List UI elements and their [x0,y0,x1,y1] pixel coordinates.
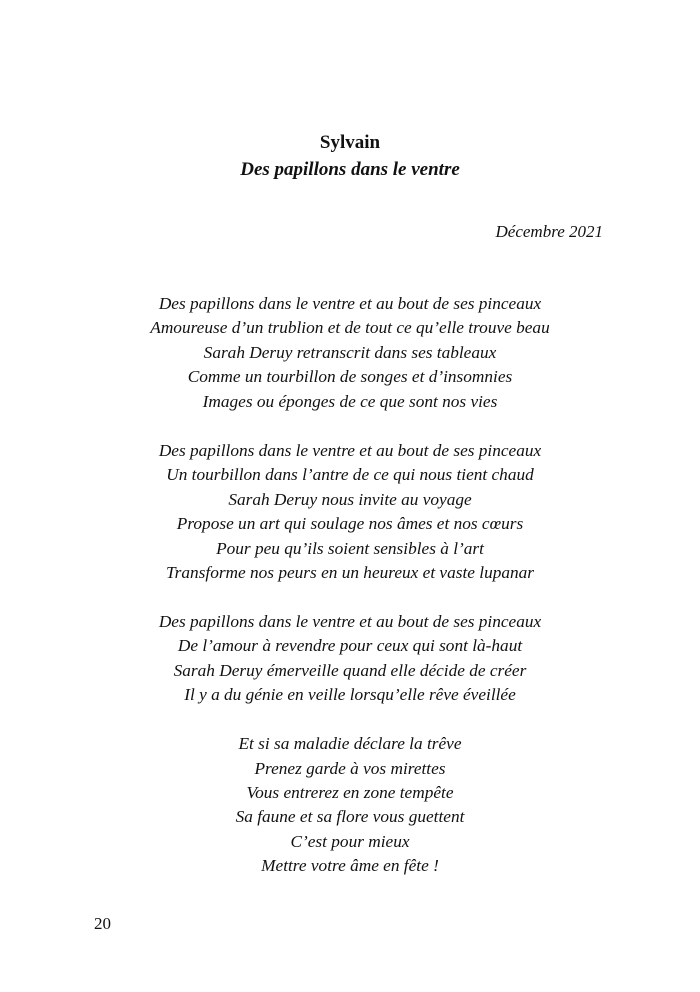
poem-date: Décembre 2021 [495,222,603,241]
poem-line: Amoureuse d’un trublion et de tout ce qu’elle trouve beau [150,318,550,338]
poem-line: Sarah Deruy nous invite au voyage [228,489,472,509]
poem-body [0,292,700,903]
poem-stanza [0,439,700,586]
poem-line: Des papillons dans le ventre et au bout de ses pinceaux [158,294,542,313]
poem-line: Comme un tourbillon de songes et d’insomnies [187,367,513,387]
poem-line: Vous entrerez en zone tempête [246,783,454,803]
poem-line: Pour peu qu’ils soient sensibles à l’art [216,538,484,558]
poem-title: Des papillons dans le ventre [240,159,460,180]
poem-line: Et si sa maladie déclare la trêve [238,734,462,754]
poem-line: Des papillons dans le ventre et au bout de ses pinceaux [158,611,542,631]
poem-line: Sarah Deruy retranscrit dans ses tableaux [203,342,497,362]
poem-line: Images ou éponges de ce que sont nos vies [202,391,498,411]
author-name: Sylvain [319,132,381,153]
poem-line: Prenez garde à vos mirettes [254,758,446,778]
poem-line: Sa faune et sa flore vous guettent [235,807,465,827]
poem-line: Des papillons dans le ventre et au bout de ses pinceaux [158,440,542,460]
poem-line: Mettre votre âme en fête ! [261,856,439,876]
poem-line: Propose un art qui soulage nos âmes et nos cœurs [176,514,524,534]
page-number: 20 [94,914,111,933]
poem-line: C’est pour mieux [290,831,410,851]
poem-stanza [0,732,700,879]
poem-line: Il y a du génie en veille lorsqu’elle rêve éveillée [184,685,516,705]
poem-stanza [0,610,700,708]
poem-line: Sarah Deruy émerveille quand elle décide de créer [173,660,527,680]
poem-line: Un tourbillon dans l’antre de ce qui nous tient chaud [166,465,534,485]
poem-line: Transforme nos peurs en un heureux et vaste lupanar [166,562,534,582]
poem-stanza [0,292,700,414]
poem-line: De l’amour à revendre pour ceux qui sont là-haut [177,636,523,656]
